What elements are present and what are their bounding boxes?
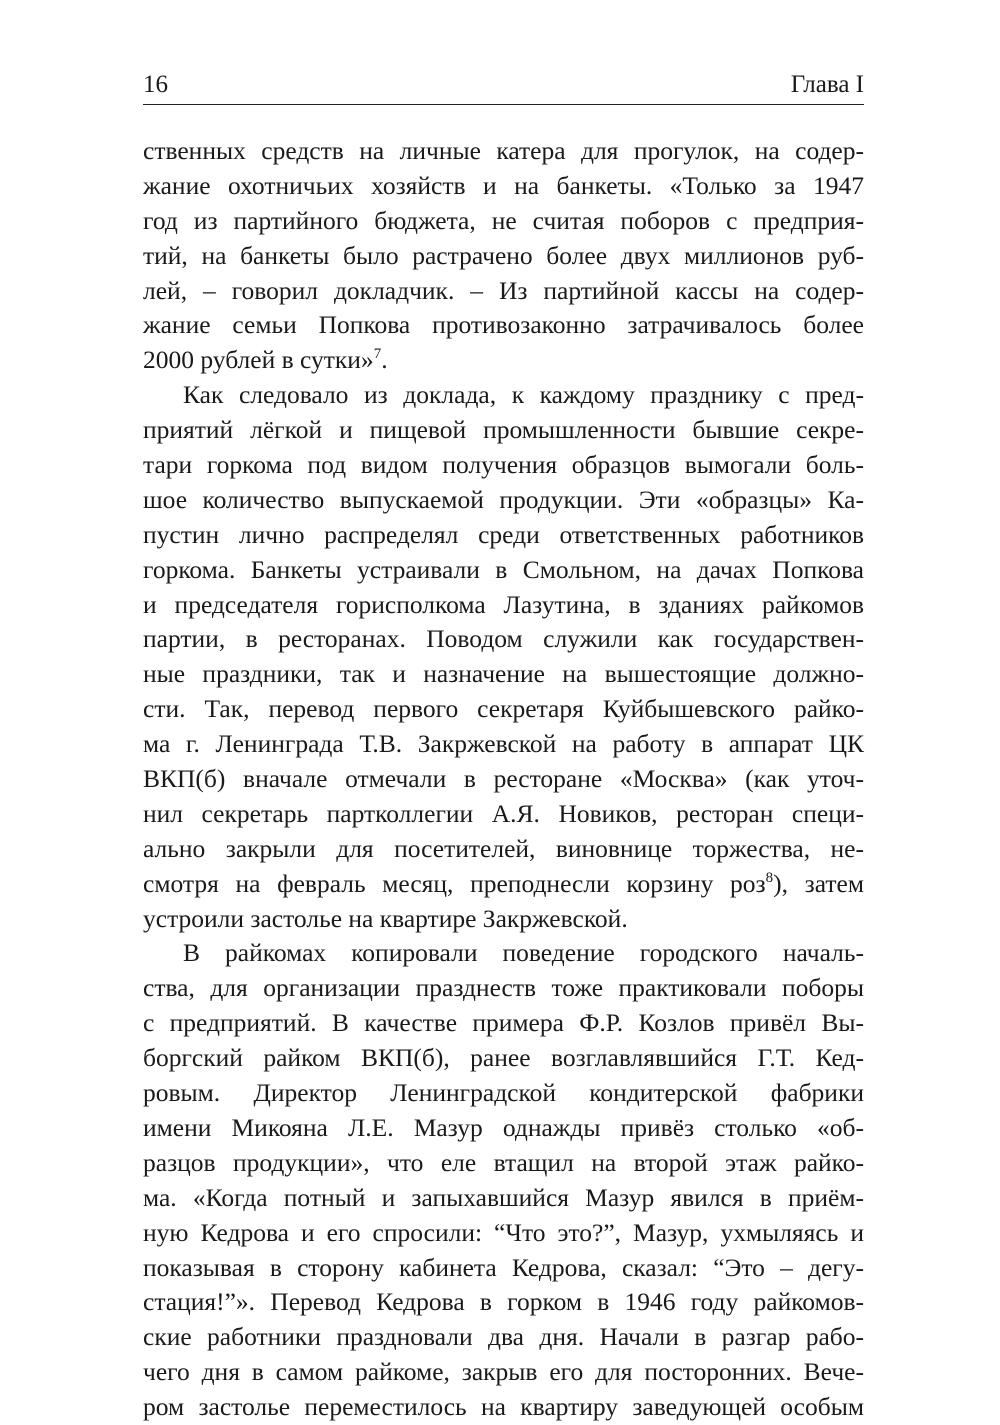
text-line: ма. «Когда потный и запыхавшийся Мазур явился в приём- xyxy=(143,1182,864,1212)
text-line: тий, на банкеты было растрачено более двух миллионов руб- xyxy=(143,240,864,270)
page-header xyxy=(143,70,864,105)
text-line: жание семьи Попкова противозаконно затрачивалось более xyxy=(143,310,864,340)
text-line: шое количество выпускаемой продукции. Эти «образцы» Ка- xyxy=(143,484,864,514)
text-line: имени Микояна Л.Е. Мазур однажды привёз столько «об- xyxy=(143,1112,864,1142)
text-line: и председателя горисполкома Лазутина, в зданиях райкомов xyxy=(143,589,864,619)
text-line: нил секретарь партколлегии А.Я. Новиков, ресторан специ- xyxy=(143,798,864,828)
text-fragment: ), затем xyxy=(773,868,864,898)
text-line: год из партийного бюджета, не считая поборов с предприя- xyxy=(143,205,864,235)
text-line: показывая в сторону кабинета Кедрова, сказал: “Это – дегу- xyxy=(143,1252,864,1282)
text-line: ские работники праздновали два дня. Начали в разгар рабо- xyxy=(143,1322,864,1352)
text-line: ную Кедрова и его спросили: “Что это?”, Мазур, ухмыляясь и xyxy=(143,1217,864,1247)
text-line xyxy=(143,343,864,378)
text-line: стация!”». Перевод Кедрова в горком в 1946 году райкомов- xyxy=(143,1287,864,1317)
text-fragment: 2000 рублей в сутки» xyxy=(143,345,374,375)
text-line: ВКП(б) вначале отмечали в ресторане «Москва» (как уточ- xyxy=(143,764,864,794)
text-line: ственных средств на личные катера для прогулок, на содер- xyxy=(143,136,864,165)
running-head: Глава I xyxy=(790,71,864,98)
text-line: ровым. Директор Ленинградской кондитерской фабрики xyxy=(143,1078,864,1108)
text-line: разцов продукции», что еле втащил на второй этаж райко- xyxy=(143,1147,864,1177)
text-line: сти. Так, перевод первого секретаря Куйбышевского райко- xyxy=(143,694,864,724)
text-line: ные праздники, так и назначение на вышестоящие должно- xyxy=(143,659,864,689)
text-line: горкома. Банкеты устраивали в Смольном, на дачах Попкова xyxy=(143,554,864,584)
text-line: чего дня в самом райкоме, закрыв его для посторонних. Вече- xyxy=(143,1357,864,1387)
text-line: ма г. Ленинграда Т.В. Закржевской на работу в аппарат ЦК xyxy=(143,729,864,759)
text-fragment: . xyxy=(381,345,388,375)
text-line: с предприятий. В качестве примера Ф.Р. Козлов привёл Вы- xyxy=(143,1008,864,1038)
text-line xyxy=(143,867,864,902)
footnote-ref-8: 8 xyxy=(765,869,774,886)
text-line: Как следовало из доклада, к каждому празднику с пред- xyxy=(183,380,864,410)
text-line: ства, для организации празднеств тоже практиковали поборы xyxy=(143,973,864,1003)
text-line: В райкомах копировали поведение городского началь- xyxy=(183,938,864,968)
text-line: ально закрыли для посетителей, виновнице торжества, не- xyxy=(143,833,864,863)
text-line: ром застолье переместилось на квартиру заведующей особым xyxy=(143,1392,864,1422)
text-fragment: смотря на февраль месяц, преподнесли корзину роз xyxy=(143,868,766,898)
body-text xyxy=(143,134,864,1425)
page-number: 16 xyxy=(143,71,168,98)
text-line: устроили застолье на квартире Закржевской. xyxy=(143,903,628,933)
text-line: пустин лично распределял среди ответственных работников xyxy=(143,519,864,549)
text-line: тари горкома под видом получения образцов вымогали боль- xyxy=(143,450,864,480)
text-line: лей, – говорил докладчик. – Из партийной кассы на содер- xyxy=(143,275,864,305)
footnote-ref-7: 7 xyxy=(373,346,382,363)
text-line: партии, в ресторанах. Поводом служили как государствен- xyxy=(143,624,864,654)
text-line: боргский райком ВКП(б), ранее возглавлявшийся Г.Т. Кед- xyxy=(143,1043,864,1073)
text-line: жание охотничьих хозяйств и на банкеты. «Только за 1947 xyxy=(143,170,864,200)
text-line: приятий лёгкой и пищевой промышленности бывшие секре- xyxy=(143,415,864,445)
